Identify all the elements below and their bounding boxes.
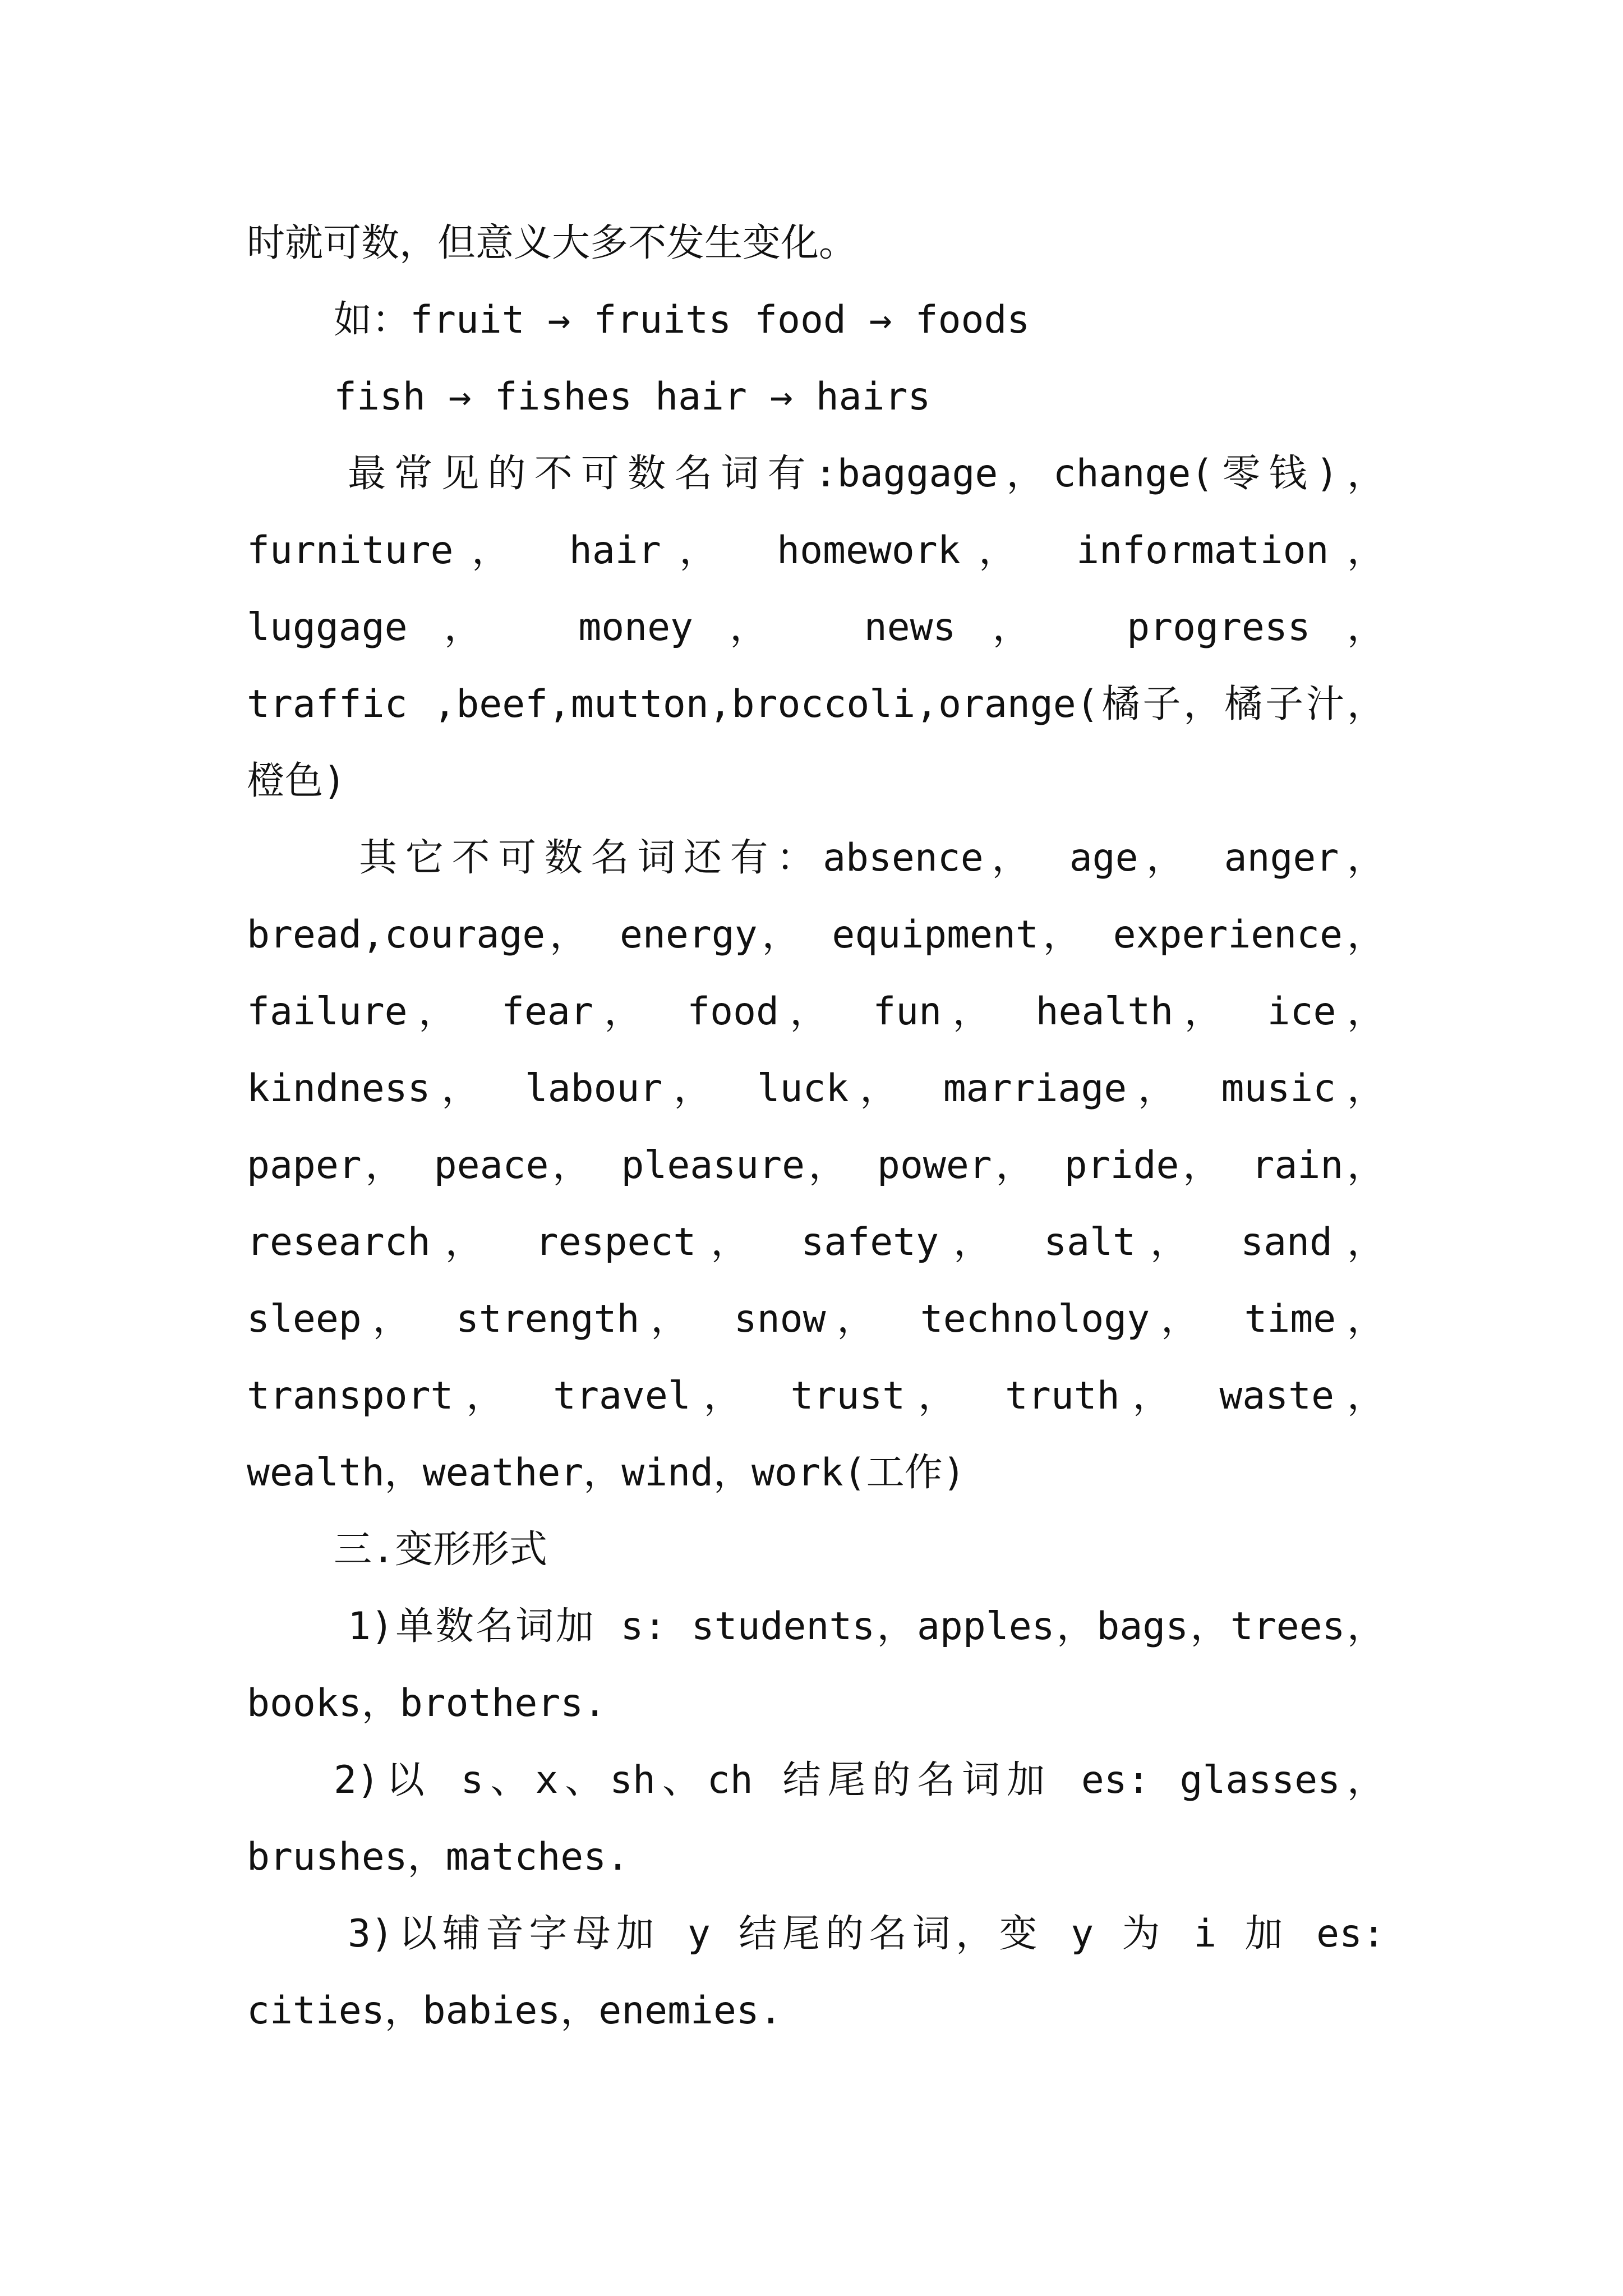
text-line: failure， fear， food， fun， health， ice， [247,990,1385,1034]
text-line: paper， peace， pleasure， power， pride， rain， [247,1143,1385,1188]
text-line: luggage， money， news， progress， [247,605,1385,650]
text-line: sleep， strength， snow， technology， time， [247,1297,1385,1341]
text-line: 其它不可数名词还有：absence， age， anger， [359,836,1385,880]
text-line: books，brothers. [247,1681,607,1726]
text-line: wealth，weather，wind，work(工作) [247,1451,966,1495]
text-line: research， respect， safety， salt， sand， [247,1220,1385,1264]
text-line: 3)以辅音字母加 y 结尾的名词，变 y 为 i 加 es: [348,1912,1385,1956]
text-line: brushes，matches. [247,1835,630,1879]
text-line: transport， travel， trust， truth， waste， [247,1374,1385,1418]
document-body [247,205,1385,2049]
text-line: kindness， labour， luck， marriage， music， [247,1066,1385,1111]
text-line: 最常见的不可数名词有:baggage，change(零钱)， [348,452,1385,496]
text-line: fish → fishes hair → hairs [334,375,931,419]
text-line: 橙色) [247,759,346,803]
text-line: 2)以 s、x、sh、ch 结尾的名词加 es: glasses， [334,1758,1385,1802]
text-line: bread,courage， energy， equipment， experience， [247,913,1385,957]
text-line: furniture， hair， homework， information， [247,528,1385,573]
text-line: 时就可数，但意义大多不发生变化。 [247,221,857,265]
text-line: cities，babies，enemies. [247,1989,782,2033]
text-line: 1)单数名词加 s: students，apples，bags，trees， [348,1604,1385,1649]
text-line: 如：fruit → fruits food → foods [334,298,1030,342]
section-heading: 三.变形形式 [334,1527,547,1572]
text-line: traffic ,beef,mutton,broccoli,orange(橘子，橘子汁， [247,682,1385,726]
